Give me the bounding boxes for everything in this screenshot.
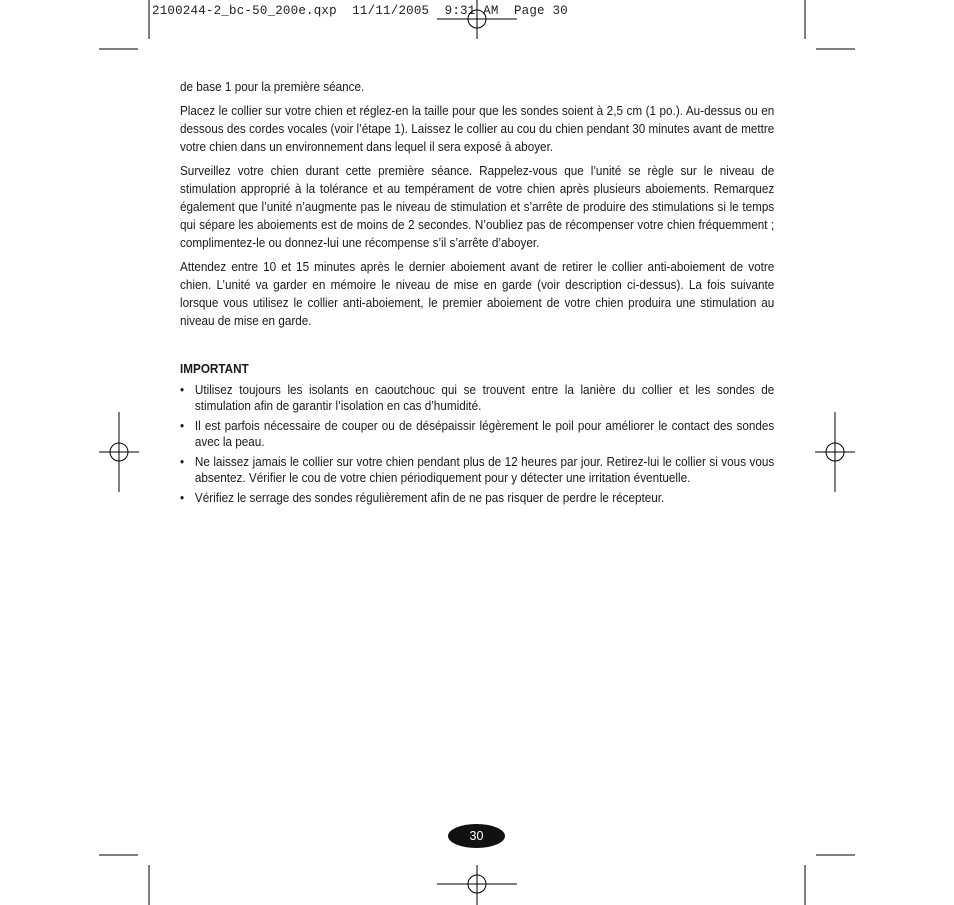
registration-target-bottom	[437, 865, 517, 905]
paragraph-remove-collar: Attendez entre 10 et 15 minutes après le dernier aboiement avant de retirer le collier anti-aboiement de votre chien. L’unité va garder en mémoire le niveau de mise en garde (voir description ci-dessus). La fois suivante lorsque vous utilisez le collier anti-aboiement, le premier aboiement de votre chien produira une stimulation au niveau de mise en garde.	[180, 260, 775, 328]
bullet-icon: •	[180, 491, 185, 505]
important-heading: IMPORTANT	[180, 362, 249, 376]
list-item	[180, 418, 774, 450]
print-slug-line: 2100244-2_bc-50_200e.qxp 11/11/2005 9:31 AM Page 30	[152, 4, 568, 18]
list-item-text: Il est parfois nécessaire de couper ou de désépaissir légèrement le poil pour améliorer le contact des sondes avec la peau.	[194, 419, 775, 449]
important-list	[180, 382, 774, 506]
list-item	[180, 382, 774, 414]
list-item-text: Utilisez toujours les isolants en caoutchouc qui se trouvent entre la lanière du collier et les sondes de stimulation afin de garantir l’isolation en cas d’humidité.	[194, 383, 775, 413]
page-body	[180, 78, 774, 510]
paragraph-continuation: de base 1 pour la première séance.	[180, 80, 365, 94]
list-item-text: Vérifiez le serrage des sondes régulièrement afin de ne pas risquer de perdre le récepteur.	[194, 491, 665, 505]
paragraph-supervise-dog: Surveillez votre chien durant cette première séance. Rappelez-vous que l’unité se règle sur le niveau de stimulation approprié à la tolérance et au tempérament de votre chien après plusieurs aboiements. Remarquez également que l’unité n’augmente pas le niveau de stimulation et s’arrête de produire des stimulations si le temps qui sépare les aboiements est de moins de 2 secondes. N’oubliez pas de récompenser votre chien fréquemment ; complimentez-le ou donnez-lui une récompense s’il s’arrête d’aboyer.	[180, 164, 775, 250]
registration-target-left	[99, 412, 139, 492]
registration-target-top	[437, 0, 517, 39]
page-number: 30	[469, 829, 484, 843]
page-number-badge	[448, 824, 505, 848]
bullet-icon: •	[180, 419, 185, 433]
list-item	[180, 454, 774, 486]
bullet-icon: •	[180, 455, 185, 469]
list-item	[180, 490, 774, 506]
registration-target-right	[815, 412, 855, 492]
paragraph-collar-placement: Placez le collier sur votre chien et réglez-en la taille pour que les sondes soient à 2,5 cm (1 po.). Au-dessus ou en dessous des cordes vocales (voir l’étape 1). Laissez le collier au cou du chien pendant 30 minutes avant de mettre votre chien dans un environnement dans lequel il sera exposé à aboyer.	[180, 104, 775, 154]
list-item-text: Ne laissez jamais le collier sur votre chien pendant plus de 12 heures par jour. Retirez-lui le collier si vous vous absentez. Vérifier le cou de votre chien périodiquement pour y détecter une irritation éventuelle.	[194, 455, 775, 485]
bullet-icon: •	[180, 383, 185, 397]
